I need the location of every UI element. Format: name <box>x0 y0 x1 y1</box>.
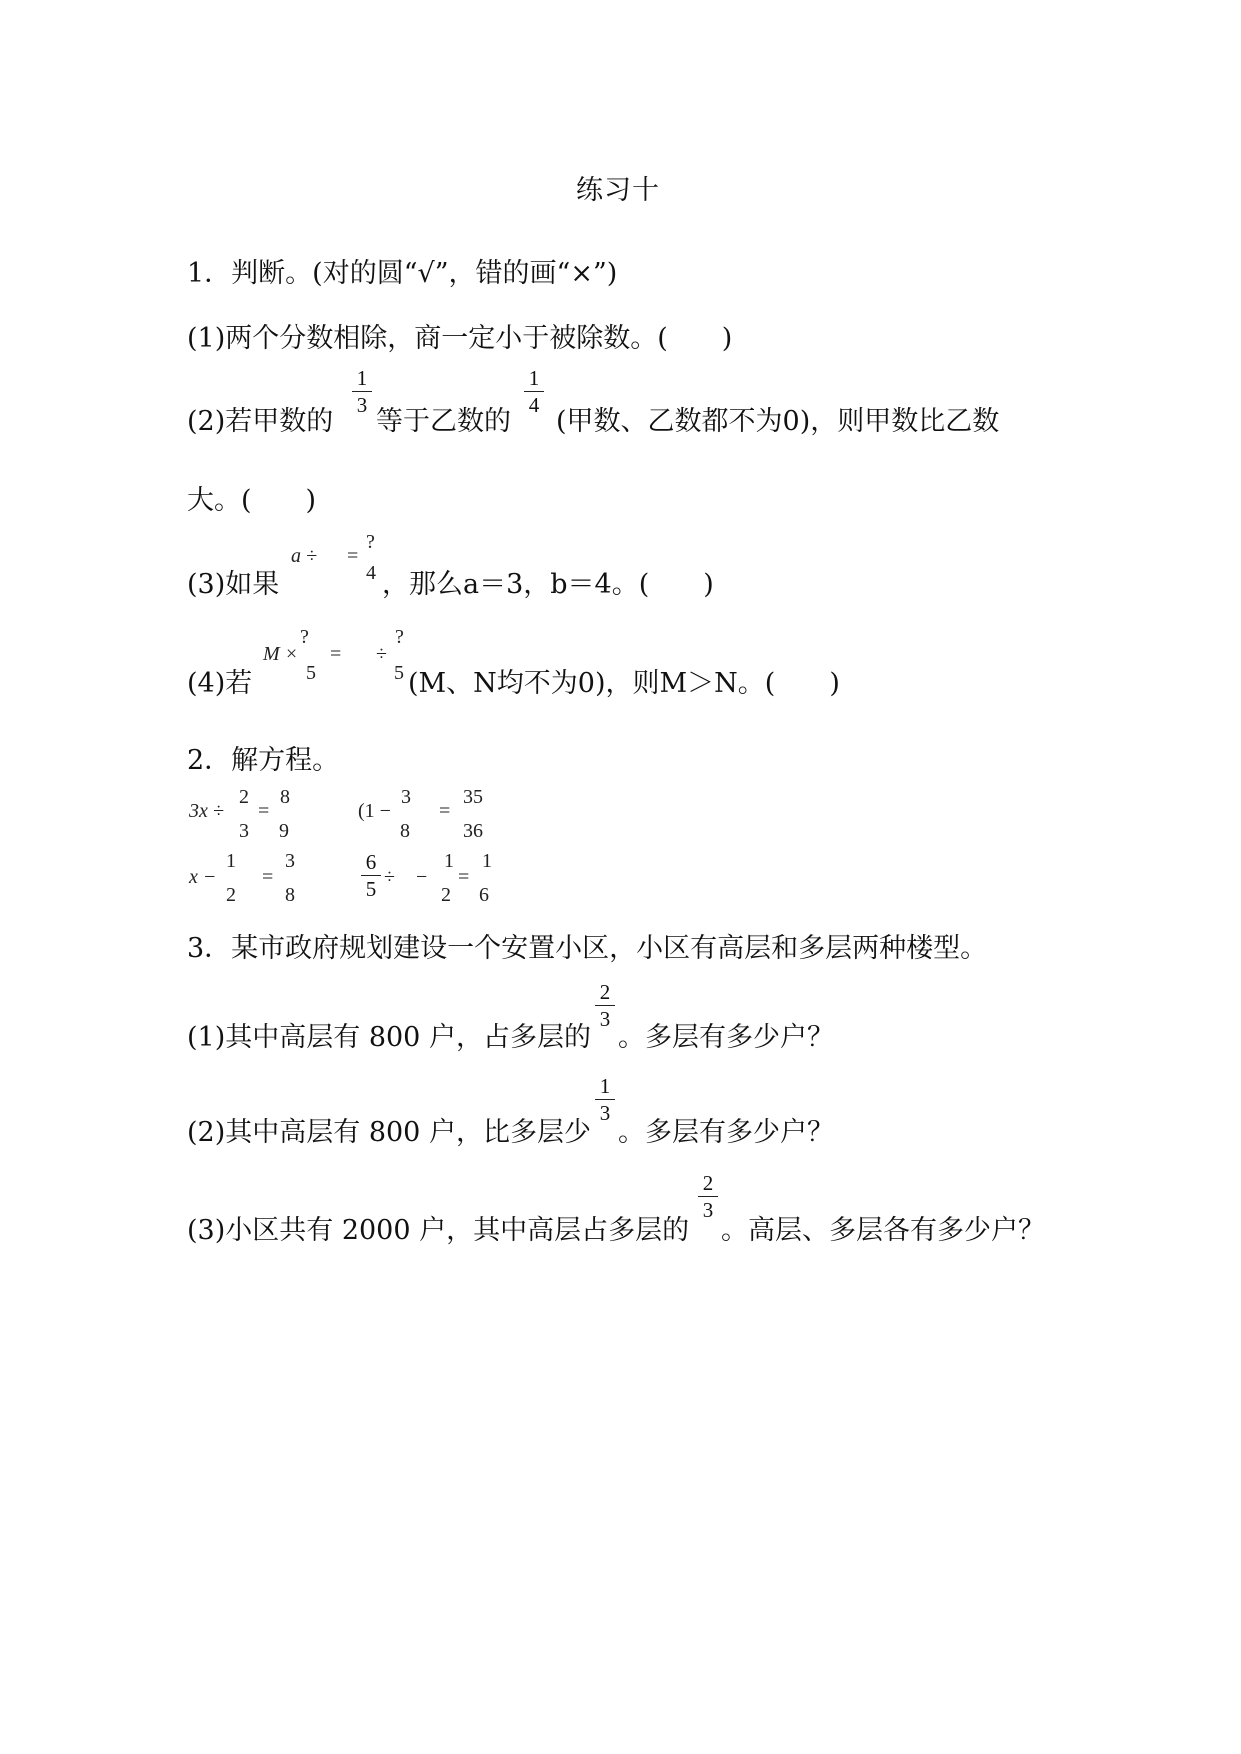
q1-item3-frac-denominator: 4 <box>366 562 376 584</box>
q3-item1-fraction <box>594 981 616 1030</box>
eq4-fraction-0 <box>360 851 382 900</box>
q3-item2-post: 。多层有多少户？ <box>618 1117 834 1148</box>
q1-item4-prefix: (4)若 <box>187 668 253 699</box>
eq1-denominator-1: 3 <box>239 820 249 842</box>
page-title: 练习十 <box>576 175 660 206</box>
fraction-bar <box>698 1196 718 1197</box>
eq4-denominator-1: 2 <box>441 884 451 906</box>
q1-item1: (1)两个分数相除，商一定小于被除数。( ) <box>187 323 733 354</box>
q1-item4-eq: = <box>330 643 342 665</box>
q2-heading: 2．解方程。 <box>187 745 340 776</box>
eq1-denominator-2: 9 <box>279 820 289 842</box>
eq2-numerator-2: 35 <box>463 786 483 808</box>
eq3-denominator-1: 2 <box>226 884 236 906</box>
numerator: 6 <box>365 850 377 874</box>
numerator: 1 <box>528 366 540 390</box>
q1-item4-denominator-1: 5 <box>306 662 316 684</box>
eq1-numerator-2: 8 <box>280 786 290 808</box>
denominator: 3 <box>599 1101 611 1125</box>
eq3-denominator-2: 8 <box>285 884 295 906</box>
q3-item3-pre: (3)小区共有 2000 户，其中高层占多层的 <box>187 1215 690 1246</box>
denominator: 3 <box>356 393 368 417</box>
q3-item1-post: 。多层有多少户？ <box>618 1022 834 1053</box>
numerator: 2 <box>599 980 611 1004</box>
q1-item2-fraction-a <box>351 367 373 416</box>
q1-item3-expr-eq: = <box>347 545 359 567</box>
q1-item3-suffix: ，那么a＝3，b＝4。( ) <box>382 569 714 600</box>
eq4-denominator-2: 6 <box>479 884 489 906</box>
denominator: 3 <box>599 1007 611 1031</box>
eq4-numerator-1: 1 <box>444 850 454 872</box>
q1-heading: 1．判断。(对的圆“√”，错的画“×”) <box>187 258 618 289</box>
eq1-eq: = <box>258 800 270 822</box>
fraction-bar <box>352 391 372 392</box>
q3-item1-pre: (1)其中高层有 800 户，占多层的 <box>187 1022 591 1053</box>
eq3-numerator-1: 1 <box>226 850 236 872</box>
fraction-bar <box>524 391 544 392</box>
q1-item2-line2: 大。( ) <box>187 485 317 516</box>
fraction-bar <box>361 875 381 876</box>
eq1-lhs: 3x ÷ <box>189 800 224 822</box>
eq1-numerator-1: 2 <box>239 786 249 808</box>
eq3-numerator-2: 3 <box>285 850 295 872</box>
q1-item4-numerator-2: ? <box>395 626 404 648</box>
eq2-denominator-2: 36 <box>463 820 483 842</box>
q1-item4-denominator-2: 5 <box>394 662 404 684</box>
denominator: 5 <box>365 877 377 901</box>
eq3-lhs: x − <box>189 866 217 888</box>
q1-item2-fraction-b <box>523 367 545 416</box>
eq2-denominator-1: 8 <box>400 820 410 842</box>
eq4-numerator-2: 1 <box>482 850 492 872</box>
q3-item2-pre: (2)其中高层有 800 户，比多层少 <box>187 1117 591 1148</box>
numerator: 1 <box>599 1074 611 1098</box>
q3-item3-post: 。高层、多层各有多少户？ <box>721 1215 1045 1246</box>
q1-item4-suffix: (M、N均不为0)，则M＞N。( ) <box>408 668 840 699</box>
q3-item2-fraction <box>594 1075 616 1124</box>
numerator: 1 <box>356 366 368 390</box>
eq2-lhs: (1 − <box>358 800 391 822</box>
q1-item3-prefix: (3)如果 <box>187 569 280 600</box>
fraction-bar <box>595 1005 615 1006</box>
q3-heading: 3．某市政府规划建设一个安置小区，小区有高层和多层两种楼型。 <box>187 933 988 964</box>
q1-item4-div: ÷ <box>376 643 387 665</box>
numerator: 2 <box>702 1171 714 1195</box>
q1-item4-numerator-1: ? <box>300 626 309 648</box>
eq4-op: ÷ <box>384 866 395 888</box>
q1-item3-frac-numerator: ? <box>366 531 375 553</box>
fraction-bar <box>595 1099 615 1100</box>
q1-item4-expr-m: M × <box>263 643 299 665</box>
q1-item2-part-b: 等于乙数的 <box>376 406 511 437</box>
eq2-numerator-1: 3 <box>401 786 411 808</box>
denominator: 3 <box>702 1198 714 1222</box>
q1-item3-expr-left: a ÷ <box>291 545 317 567</box>
q1-item2-part-a: (2)若甲数的 <box>187 406 334 437</box>
eq2-eq: = <box>439 800 451 822</box>
denominator: 4 <box>528 393 540 417</box>
eq4-eq: = <box>458 866 470 888</box>
eq4-minus: − <box>416 866 428 888</box>
q3-item3-fraction <box>697 1172 719 1221</box>
q1-item2-part-c: (甲数、乙数都不为0)，则甲数比乙数 <box>556 406 1000 437</box>
eq3-eq: = <box>262 866 274 888</box>
